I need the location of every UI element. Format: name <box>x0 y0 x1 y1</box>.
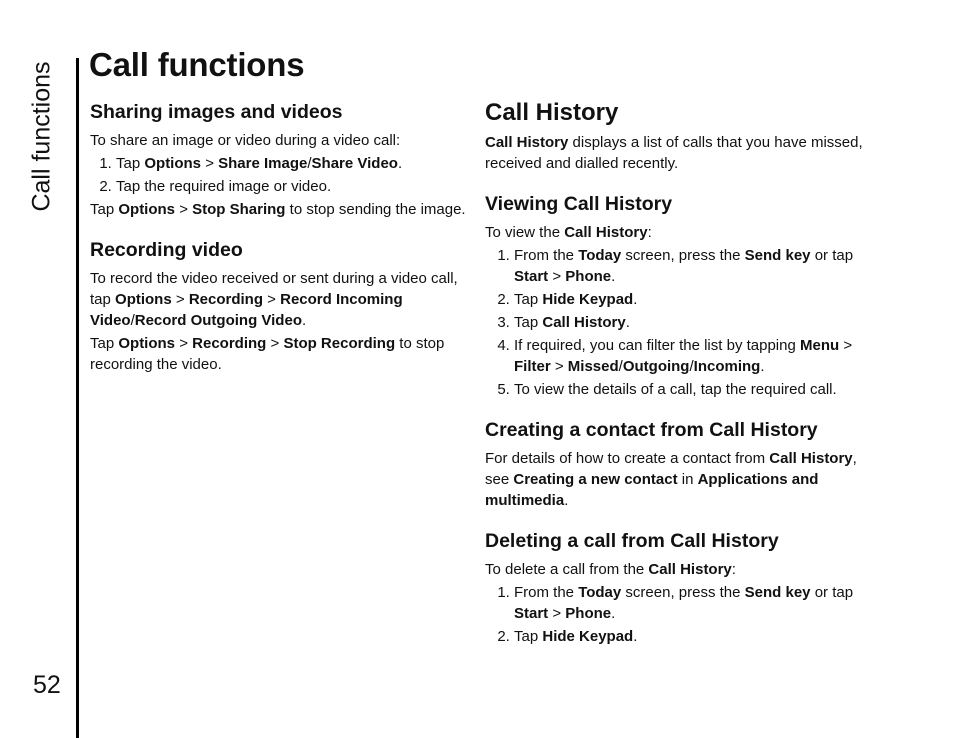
viewing-steps <box>485 245 880 400</box>
left-column <box>90 100 470 377</box>
page-number: 52 <box>33 671 61 699</box>
call-history-heading: Call History <box>485 99 619 126</box>
deleting-step-1: 1. From the Today screen, press the Send key or tap Start > Phone. <box>514 582 880 624</box>
creating-paragraph: For details of how to create a contact from Call History, see Creating a new contact in Applications and multimedia. <box>485 450 857 509</box>
creating-heading: Creating a contact from Call History <box>485 419 818 441</box>
viewing-step-4: 4. If required, you can filter the list by tapping Menu > Filter > Missed/Outgoing/Incoming. <box>514 335 880 377</box>
viewing-intro: To view the Call History: <box>485 224 652 241</box>
sharing-step-2: 2. Tap the required image or video. <box>116 176 470 197</box>
right-column <box>485 98 880 649</box>
recording-paragraph-2: Tap Options > Recording > Stop Recording to stop recording the video. <box>90 335 445 373</box>
side-section-title-text: Call functions <box>27 60 56 212</box>
deleting-heading: Deleting a call from Call History <box>485 530 779 552</box>
sharing-steps <box>90 153 470 197</box>
call-history-intro: Call History displays a list of calls that you have missed, received and dialled recently. <box>485 134 863 172</box>
deleting-steps <box>485 582 880 647</box>
sharing-step-1: 1. Tap Options > Share Image/Share Video. <box>116 153 470 174</box>
viewing-step-3: 3. Tap Call History. <box>514 312 880 333</box>
viewing-heading: Viewing Call History <box>485 193 673 215</box>
deleting-step-2: 2. Tap Hide Keypad. <box>514 626 880 647</box>
viewing-step-5: 5. To view the details of a call, tap the required call. <box>514 379 880 400</box>
viewing-step-2: 2. Tap Hide Keypad. <box>514 289 880 310</box>
sharing-intro: To share an image or video during a video call: <box>90 132 401 149</box>
sharing-heading: Sharing images and videos <box>90 101 343 123</box>
viewing-step-1: 1. From the Today screen, press the Send key or tap Start > Phone. <box>514 245 880 287</box>
page-title: Call functions <box>89 46 305 83</box>
deleting-intro: To delete a call from the Call History: <box>485 561 736 578</box>
side-section-title <box>18 56 66 216</box>
sharing-stop: Tap Options > Stop Sharing to stop sending the image. <box>90 201 466 218</box>
recording-heading: Recording video <box>90 239 243 261</box>
vertical-rule <box>76 58 79 738</box>
recording-paragraph-1: To record the video received or sent during a video call, tap Options > Recording > Record Incoming Video/Record Outgoing Video. <box>90 270 458 329</box>
